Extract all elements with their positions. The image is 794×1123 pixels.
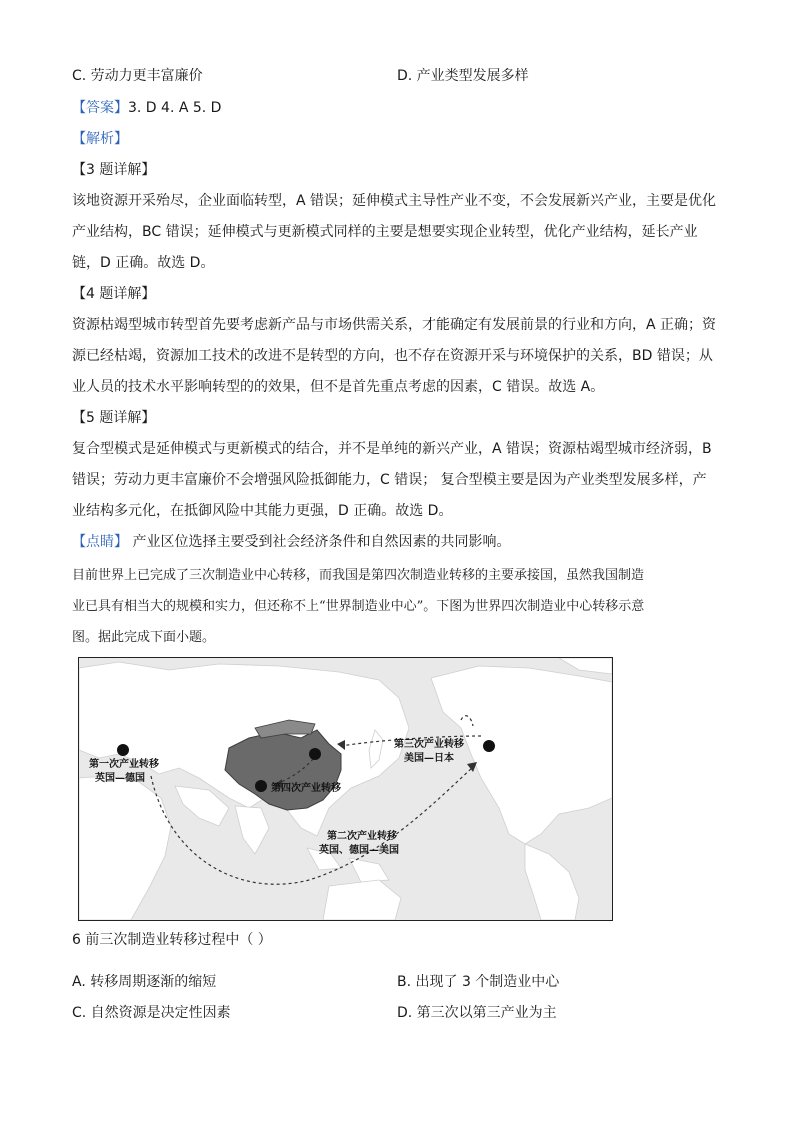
center-uk xyxy=(117,744,129,756)
q3-line-3: 链，D 正确。故选 D。 xyxy=(72,255,215,271)
q5-line-1: 复合型模式是延伸模式与更新模式的结合，并不是单纯的新兴产业，A 错误；资源枯竭型城市经济弱，B xyxy=(72,441,712,457)
answer-line xyxy=(72,98,221,118)
label-third-b: 美国—日本 xyxy=(404,753,454,764)
q5-heading: 【5 题详解】 xyxy=(72,410,156,426)
label-second-b: 英国、德国—美国 xyxy=(319,845,399,856)
center-japan xyxy=(309,748,321,760)
q3-line-1: 该地资源开采殆尽，企业面临转型，A 错误；延伸模式主导性产业不变，不会发展新兴产业，主要是优化 xyxy=(72,193,717,209)
label-third-a: 第三次产业转移 xyxy=(394,739,464,750)
label-second-a: 第二次产业转移 xyxy=(327,831,397,842)
q3-heading: 【3 题详解】 xyxy=(72,162,156,178)
world-map-svg xyxy=(79,658,612,920)
label-first-b: 英国—德国 xyxy=(95,773,145,784)
analysis-label: 【解析】 xyxy=(72,131,128,147)
note-text: 产业区位选择主要受到社会经济条件和自然因素的共同影响。 xyxy=(128,534,511,550)
answer-label: 【答案】 xyxy=(72,100,128,116)
center-china xyxy=(255,780,267,792)
note-label: 【点睛】 xyxy=(72,534,128,550)
passage-line-1: 目前世界上已完成了三次制造业中心转移，而我国是第四次制造业转移的主要承接国，虽然我国制造 xyxy=(72,568,645,583)
q5-line-3: 业结构多元化，在抵御风险中其能力更强，D 正确。故选 D。 xyxy=(72,503,453,519)
center-usa xyxy=(483,740,495,752)
q6-option-c: C. 自然资源是决定性因素 xyxy=(72,1005,231,1021)
label-fourth: 第四次产业转移 xyxy=(271,783,341,794)
q6-option-a: A. 转移周期逐渐的缩短 xyxy=(72,974,217,990)
q6-option-d: D. 第三次以第三产业为主 xyxy=(397,1005,557,1021)
answer-text: 3. D 4. A 5. D xyxy=(128,100,222,116)
q6-option-b: B. 出现了 3 个制造业中心 xyxy=(397,974,560,990)
manufacturing-transfer-map xyxy=(78,657,613,921)
q6-stem: 6 前三次制造业转移过程中（ ） xyxy=(72,932,272,948)
q5-line-2: 错误；劳动力更丰富廉价不会增强风险抵御能力，C 错误； 复合型模主要是因为产业类型发展多样，产 xyxy=(72,472,707,488)
passage-line-2: 业已具有相当大的规模和实力，但还称不上“世界制造业中心”。下图为世界四次制造业中心转移示意 xyxy=(72,599,645,614)
label-first-a: 第一次产业转移 xyxy=(89,759,159,770)
option-d-prev: D. 产业类型发展多样 xyxy=(397,68,529,84)
q4-line-2: 源已经枯竭，资源加工技术的改进不是转型的方向，也不存在资源开采与环境保护的关系，BD 错误；从 xyxy=(72,348,713,364)
q4-heading: 【4 题详解】 xyxy=(72,286,156,302)
note-line xyxy=(72,532,510,552)
passage-line-3: 图。据此完成下面小题。 xyxy=(72,630,216,645)
q3-line-2: 产业结构，BC 错误；延伸模式与更新模式同样的主要是想要实现企业转型，优化产业结构，延长产业 xyxy=(72,224,698,240)
q4-line-1: 资源枯竭型城市转型首先要考虑新产品与市场供需关系，才能确定有发展前景的行业和方向，A 正确；资 xyxy=(72,317,717,333)
option-c-prev: C. 劳动力更丰富廉价 xyxy=(72,68,203,84)
q4-line-3: 业人员的技术水平影响转型的的效果，但不是首先重点考虑的因素，C 错误。故选 A。 xyxy=(72,379,605,395)
